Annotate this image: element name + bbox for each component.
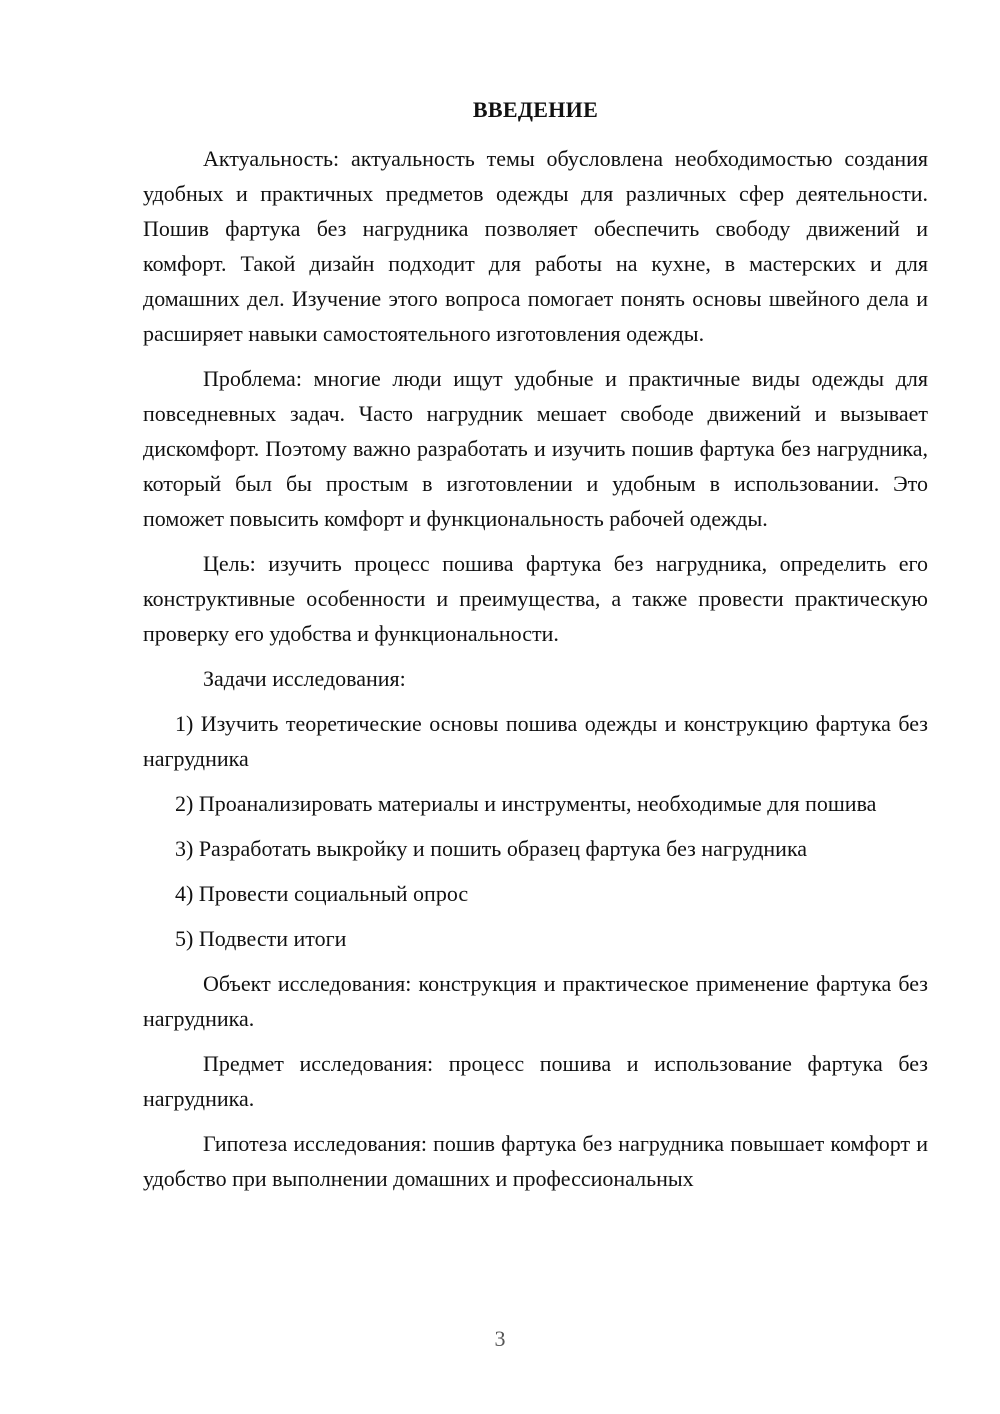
document-page — [143, 95, 928, 1206]
tasks-title: Задачи исследования: — [203, 666, 406, 691]
page-number: 3 — [494, 1326, 506, 1351]
tasks-list — [143, 706, 928, 956]
task-item: 3) Разработать выкройку и пошить образец фартука без нагрудника — [175, 836, 808, 861]
task-item: 4) Провести социальный опрос — [175, 881, 469, 906]
section-heading: ВВЕДЕНИЕ — [472, 97, 599, 122]
paragraph-relevance: Актуальность: актуальность темы обусловлена необходимостью создания удобных и практичных предметов одежды для различных сфер деятельности. Пошив фартука без нагрудника позволяет обеспечить свободу движений и комфорт. Такой дизайн подходит для работы на кухне, в мастерских и для домашних дел. Изучение этого вопроса помогает понять основы швейного дела и расширяет навыки самостоятельного изготовления одежды. — [143, 146, 928, 346]
task-item: 2) Проанализировать материалы и инструменты, необходимые для пошива — [175, 791, 877, 816]
paragraph-hypothesis: Гипотеза исследования: пошив фартука без нагрудника повышает комфорт и удобство при выполнении домашних и профессиональных — [143, 1131, 928, 1191]
paragraph-subject: Предмет исследования: процесс пошива и использование фартука без нагрудника. — [143, 1051, 928, 1111]
task-item: 5) Подвести итоги — [175, 926, 347, 951]
paragraph-object: Объект исследования: конструкция и практическое применение фартука без нагрудника. — [143, 971, 928, 1031]
paragraph-problem: Проблема: многие люди ищут удобные и практичные виды одежды для повседневных задач. Часто нагрудник мешает свободе движений и вызывает дискомфорт. Поэтому важно разработать и изучить пошив фартука без нагрудника, который был бы простым в изготовлении и удобным в использовании. Это поможет повысить комфорт и функциональность рабочей одежды. — [143, 366, 928, 531]
paragraph-goal: Цель: изучить процесс пошива фартука без нагрудника, определить его конструктивные особенности и преимущества, а также провести практическую проверку его удобства и функциональности. — [143, 551, 928, 646]
task-item: 1) Изучить теоретические основы пошива одежды и конструкцию фартука без нагрудника — [143, 711, 928, 771]
